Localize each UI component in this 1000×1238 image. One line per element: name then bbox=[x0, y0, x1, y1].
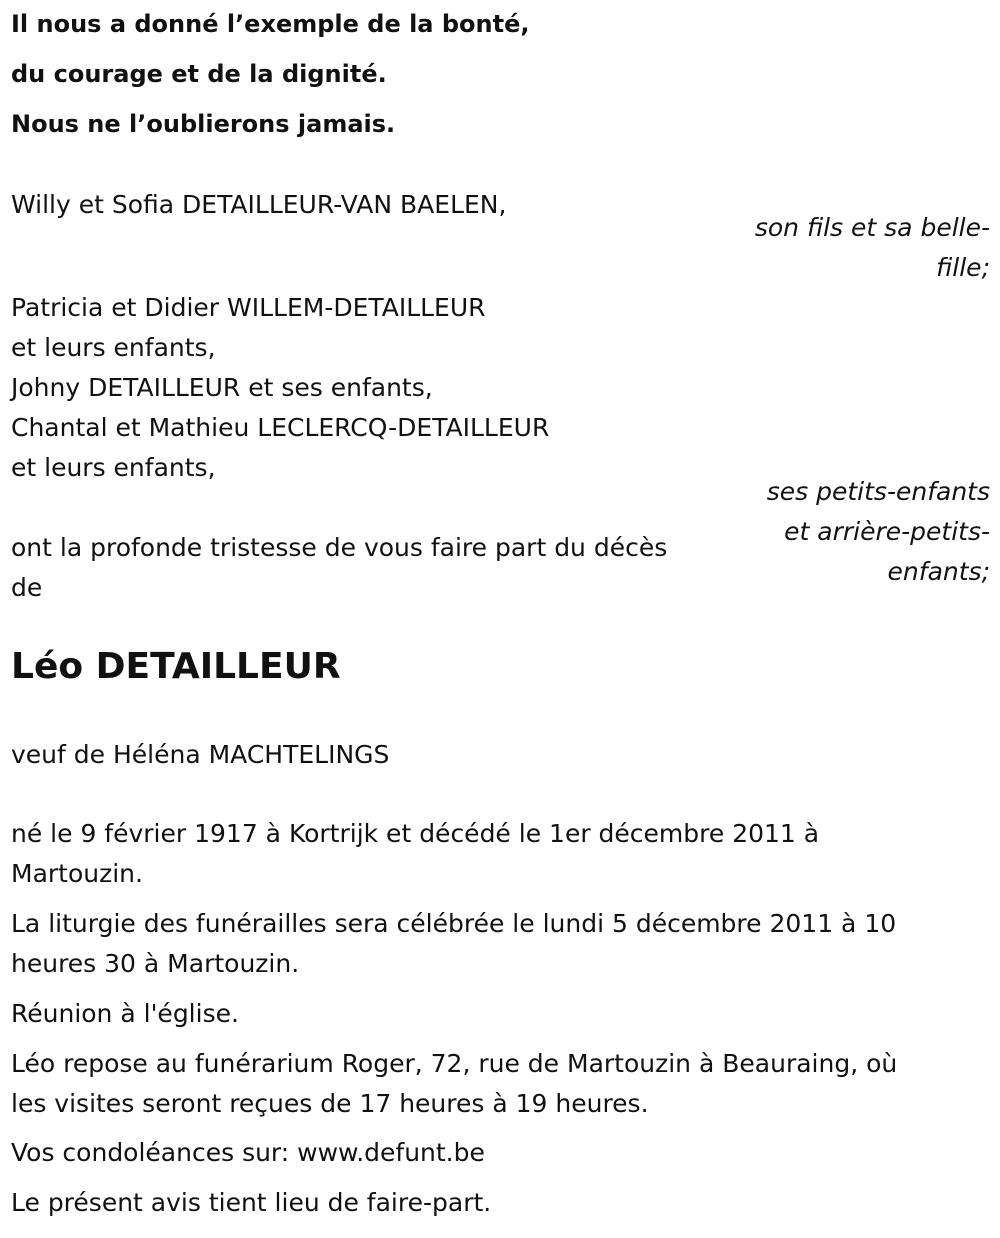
son-relation-line-2: fille; bbox=[936, 253, 990, 282]
grandchild-family-1-children: et leurs enfants, bbox=[11, 333, 216, 362]
epigraph-line-3: Nous ne l’oublierons jamais. bbox=[11, 110, 396, 138]
grandchild-family-2: Johny DETAILLEUR et ses enfants, bbox=[11, 373, 433, 402]
meeting-place: Réunion à l'église. bbox=[11, 999, 239, 1028]
epigraph-line-1: Il nous a donné l’exemple de la bonté, bbox=[11, 10, 530, 38]
birth-death-line-1: né le 9 février 1917 à Kortrijk et décédé le 1er décembre 2011 à bbox=[11, 819, 820, 848]
widower-of: veuf de Héléna MACHTELINGS bbox=[11, 740, 390, 769]
grandchildren-relation-line-1: ses petits-enfants bbox=[766, 477, 990, 506]
liturgy-line-2: heures 30 à Martouzin. bbox=[11, 949, 300, 978]
son-names: Willy et Sofia DETAILLEUR-VAN BAELEN, bbox=[11, 190, 507, 219]
grandchild-family-1-names: Patricia et Didier WILLEM-DETAILLEUR bbox=[11, 293, 486, 322]
grandchild-family-3-names: Chantal et Mathieu LECLERCQ-DETAILLEUR bbox=[11, 413, 550, 442]
son-relation-line-1: son fils et sa belle- bbox=[754, 213, 990, 242]
condolences-website: Vos condoléances sur: www.defunt.be bbox=[11, 1138, 485, 1167]
liturgy-line-1: La liturgie des funérailles sera célébrée le lundi 5 décembre 2011 à 10 bbox=[11, 909, 897, 938]
birth-death-line-2: Martouzin. bbox=[11, 859, 143, 888]
announcement-line-2: de bbox=[11, 573, 43, 602]
grandchild-family-3-children: et leurs enfants, bbox=[11, 453, 216, 482]
grandchildren-relation-line-3: enfants; bbox=[887, 557, 990, 586]
epigraph-line-2: du courage et de la dignité. bbox=[11, 60, 387, 88]
funeral-home-line-2: les visites seront reçues de 17 heures à 19 heures. bbox=[11, 1089, 649, 1118]
notice-statement: Le présent avis tient lieu de faire-part. bbox=[11, 1188, 492, 1217]
grandchildren-relation-line-2: et arrière-petits- bbox=[784, 517, 990, 546]
announcement-line-1: ont la profonde tristesse de vous faire part du décès bbox=[11, 533, 668, 562]
deceased-name: Léo DETAILLEUR bbox=[11, 646, 341, 687]
funeral-home-line-1: Léo repose au funérarium Roger, 72, rue de Martouzin à Beauraing, où bbox=[11, 1049, 898, 1078]
